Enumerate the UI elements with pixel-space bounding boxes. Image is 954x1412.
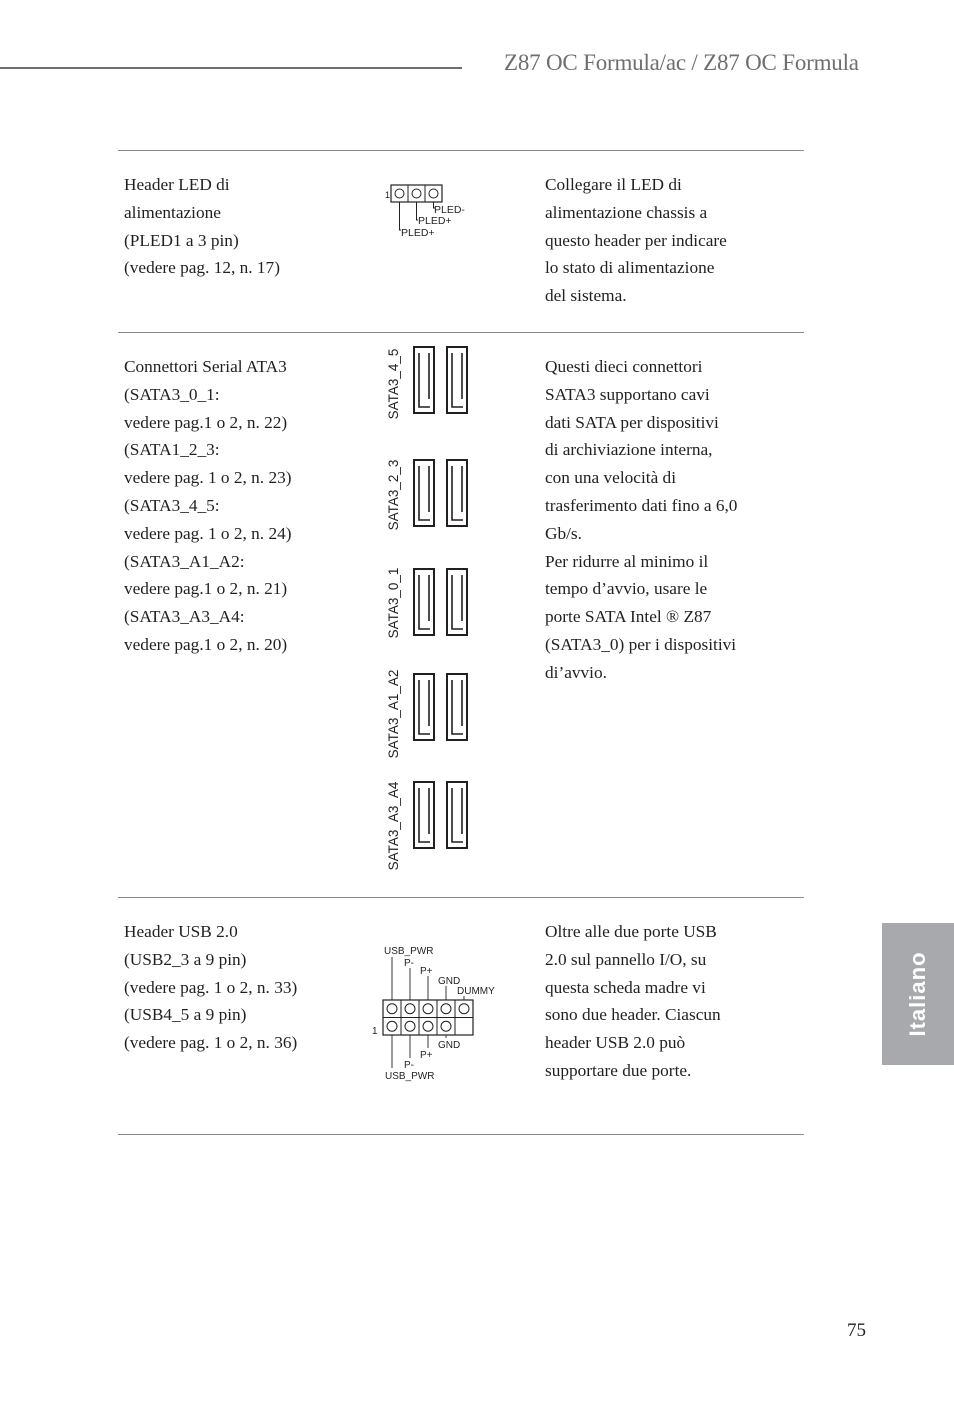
pin1-label: 1 bbox=[385, 190, 391, 200]
language-tab-label: Italiano bbox=[905, 951, 930, 1037]
gnd-label: GND bbox=[438, 976, 461, 987]
p-minus-label: P- bbox=[404, 958, 414, 969]
text-line: Collegare il LED di bbox=[545, 175, 682, 194]
sata-port-outline bbox=[414, 674, 434, 740]
header-outline bbox=[391, 185, 442, 202]
pin-circle bbox=[441, 1021, 451, 1031]
text-line: Header LED di bbox=[124, 175, 230, 194]
text-line: sono due header. Ciascun bbox=[545, 1005, 721, 1025]
text-line: Oltre alle due porte USB bbox=[545, 922, 717, 941]
usb-pwr-label: USB_PWR bbox=[384, 946, 434, 957]
text-line: supportare due porte. bbox=[545, 1060, 692, 1080]
text-line: questa scheda madre vi bbox=[545, 977, 706, 997]
pled-description-right bbox=[545, 171, 727, 310]
pled-plus-label: PLED+ bbox=[401, 227, 435, 239]
dummy-label: DUMMY bbox=[457, 986, 495, 997]
sata-port-key bbox=[419, 788, 430, 842]
table-rule-bottom bbox=[118, 1134, 804, 1135]
text-line: di archiviazione interna, bbox=[545, 440, 713, 460]
page-header-title: Z87 OC Formula/ac / Z87 OC Formula bbox=[504, 50, 859, 75]
sata-label-2-3: SATA3_2_3 bbox=[386, 459, 401, 531]
text-line: lo stato di alimentazione bbox=[545, 258, 715, 278]
text-line: (USB2_3 a 9 pin) bbox=[124, 949, 247, 969]
text-line: (SATA3_0_1: bbox=[124, 384, 220, 404]
pin-circle bbox=[405, 1004, 415, 1014]
header-rule bbox=[0, 67, 462, 69]
pled-minus-label: PLED- bbox=[434, 204, 465, 216]
pin-circle bbox=[387, 1021, 397, 1031]
sata-port-key bbox=[452, 575, 463, 629]
sata-port-key bbox=[419, 680, 430, 734]
pin-circle bbox=[423, 1021, 433, 1031]
sata-port-key bbox=[452, 466, 463, 520]
p-plus-label: P+ bbox=[420, 966, 433, 977]
text-line: vedere pag.1 o 2, n. 22) bbox=[124, 412, 288, 432]
text-line: SATA3 supportano cavi bbox=[545, 384, 710, 404]
text-line: (PLED1 a 3 pin) bbox=[124, 230, 239, 250]
sata-port-key bbox=[419, 353, 430, 407]
text-line: (vedere pag. 1 o 2, n. 33) bbox=[124, 977, 298, 997]
p-minus-label: P- bbox=[404, 1060, 414, 1071]
gnd-label: GND bbox=[438, 1040, 461, 1051]
usb-header-diagram bbox=[366, 940, 506, 1085]
sata-port-outline bbox=[414, 569, 434, 635]
sata-port-outline bbox=[447, 782, 467, 848]
text-line: Gb/s. bbox=[545, 523, 582, 543]
text-line: tempo d’avvio, usare le bbox=[545, 579, 708, 599]
text-line: (SATA3_A1_A2: bbox=[124, 551, 245, 571]
sata-port-key bbox=[452, 353, 463, 407]
lead-line bbox=[400, 202, 402, 230]
sata-port-outline bbox=[447, 674, 467, 740]
text-line: alimentazione chassis a bbox=[545, 202, 708, 222]
text-line: (vedere pag. 12, n. 17) bbox=[124, 258, 280, 278]
sata-port-outline bbox=[447, 347, 467, 413]
usb-description-right bbox=[545, 918, 721, 1085]
text-line: alimentazione bbox=[124, 202, 221, 222]
text-line: vedere pag. 1 o 2, n. 24) bbox=[124, 523, 292, 543]
text-line: header USB 2.0 può bbox=[545, 1033, 686, 1053]
pled-description-left bbox=[124, 171, 280, 282]
text-line: vedere pag. 1 o 2, n. 23) bbox=[124, 468, 292, 488]
sata-port-outline bbox=[447, 569, 467, 635]
pin-circle bbox=[429, 189, 438, 198]
text-line: Connettori Serial ATA3 bbox=[124, 357, 287, 376]
text-line: (SATA3_0) per i dispositivi bbox=[545, 634, 737, 654]
sata-label-0-1: SATA3_0_1 bbox=[386, 567, 401, 639]
sata-connectors-diagram bbox=[378, 342, 478, 877]
pin-circle bbox=[412, 189, 421, 198]
text-line: vedere pag.1 o 2, n. 21) bbox=[124, 579, 288, 599]
sata-port-outline bbox=[414, 460, 434, 526]
text-line: porte SATA Intel ® Z87 bbox=[545, 607, 712, 627]
sata-port-outline bbox=[414, 782, 434, 848]
table-rule-2 bbox=[118, 897, 804, 898]
table-rule-top bbox=[118, 150, 804, 151]
page-number: 75 bbox=[847, 1320, 866, 1341]
sata-port-key bbox=[419, 575, 430, 629]
sata-port-key bbox=[419, 466, 430, 520]
sata-ports-group bbox=[414, 347, 467, 848]
pin-circle bbox=[441, 1004, 451, 1014]
text-line: (SATA1_2_3: bbox=[124, 440, 220, 460]
text-line: (USB4_5 a 9 pin) bbox=[124, 1005, 247, 1025]
text-line: Header USB 2.0 bbox=[124, 922, 238, 941]
sata-description-right bbox=[545, 353, 737, 687]
text-line: vedere pag.1 o 2, n. 20) bbox=[124, 634, 288, 654]
text-line: (SATA3_4_5: bbox=[124, 495, 220, 515]
text-line: (SATA3_A3_A4: bbox=[124, 607, 245, 627]
text-line: Questi dieci connettori bbox=[545, 357, 703, 376]
text-line: Per ridurre al minimo il bbox=[545, 551, 709, 571]
pin-circle bbox=[423, 1004, 433, 1014]
usb-pwr-label: USB_PWR bbox=[385, 1071, 435, 1082]
text-line: dati SATA per dispositivi bbox=[545, 412, 719, 432]
pin-circle bbox=[387, 1004, 397, 1014]
sata-port-outline bbox=[414, 347, 434, 413]
text-line: con una velocità di bbox=[545, 468, 677, 488]
text-line: di’avvio. bbox=[545, 662, 607, 682]
sata-port-outline bbox=[447, 460, 467, 526]
pled-plus-label: PLED+ bbox=[418, 215, 452, 227]
sata-description-left bbox=[124, 353, 291, 659]
pin-circle bbox=[395, 189, 404, 198]
text-line: del sistema. bbox=[545, 286, 627, 306]
pin-circle bbox=[405, 1021, 415, 1031]
text-line: 2.0 sul pannello I/O, su bbox=[545, 949, 707, 969]
text-line: trasferimento dati fino a 6,0 bbox=[545, 495, 738, 515]
pin-circle bbox=[459, 1004, 469, 1014]
sata-label-a3-a4: SATA3_A3_A4 bbox=[386, 781, 401, 871]
sata-port-key bbox=[452, 680, 463, 734]
table-rule-1 bbox=[118, 332, 804, 333]
text-line: (vedere pag. 1 o 2, n. 36) bbox=[124, 1033, 298, 1053]
pled-header-diagram bbox=[380, 180, 490, 242]
language-tab bbox=[882, 923, 954, 1065]
pin1-label: 1 bbox=[372, 1026, 378, 1037]
text-line: questo header per indicare bbox=[545, 230, 727, 250]
sata-label-a1-a2: SATA3_A1_A2 bbox=[386, 669, 401, 759]
sata-port-key bbox=[452, 788, 463, 842]
usb-description-left bbox=[124, 918, 297, 1057]
sata-label-4-5: SATA3_4_5 bbox=[386, 348, 401, 420]
p-plus-label: P+ bbox=[420, 1050, 433, 1061]
